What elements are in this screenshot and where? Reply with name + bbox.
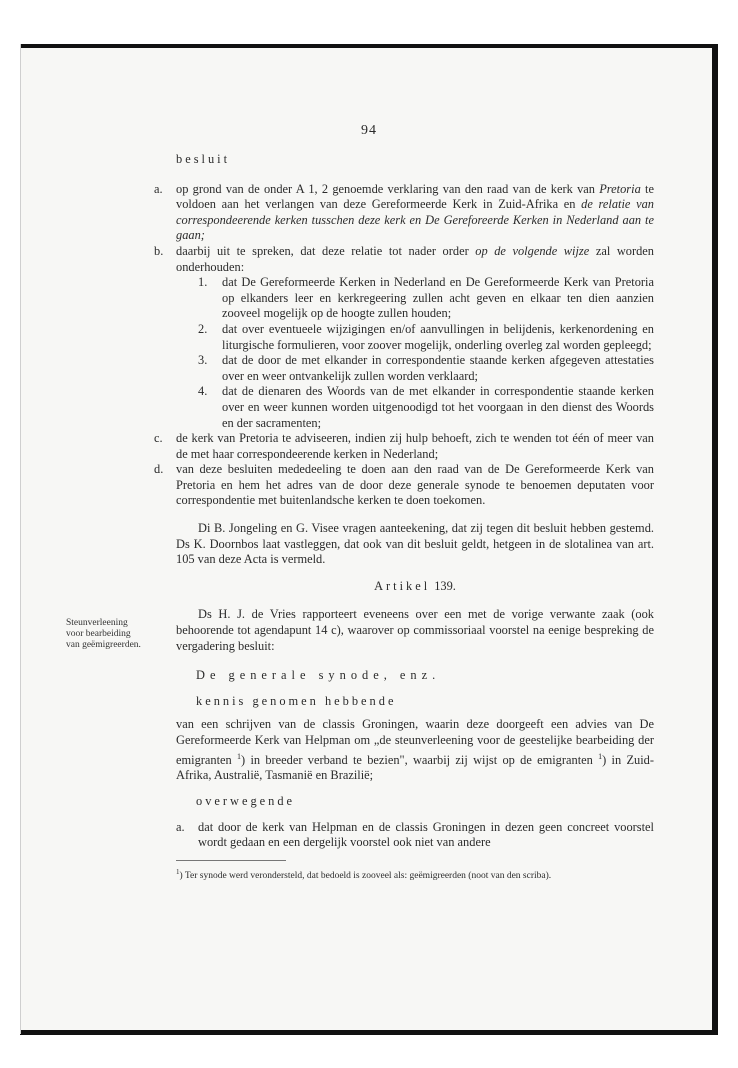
marginal-line: Steunverleening (66, 618, 128, 628)
text-italic: op de volgende wijze (475, 243, 590, 258)
kennis-heading: kennis genomen hebbende (196, 693, 397, 708)
article-number: 139. (434, 578, 456, 593)
scan-top-border (20, 44, 716, 48)
item-text: de kerk van Pretoria te adviseeren, indien zij hulp behoeft, zich te wenden tot één of meer van de met haar correspondeerende kerken in Nederland; (176, 431, 654, 461)
kennis-paragraph (176, 717, 654, 784)
text-part: te voldoen aan het verlangen van deze Gereformeerde Kerk in Zuid-Afrika en (176, 181, 654, 212)
footnote-ref[interactable]: 1 (237, 751, 242, 761)
decision-item-c (154, 431, 654, 462)
sub-text: dat de dienaren des Woords van de met elkander in correspondentie staande kerken over en weer kunnen worden uitgenoodigd tot het voorgaan in den dienst des Woords en der sacramenten; (222, 384, 654, 430)
sub-marker: 4. (198, 384, 208, 399)
item-marker: d. (154, 462, 164, 477)
overwegende-heading: overwegende (196, 793, 296, 808)
sub-text: dat over eventueele wijzigingen en/of aanvullingen in belijdenis, kerkenordening en liturgische formulieren, voor zoover mogelijk, onderling overleg zal worden gepleegd; (222, 321, 654, 352)
footnote-mark: 1 (176, 868, 180, 876)
decision-item-d (154, 462, 654, 509)
sub-item-2 (198, 322, 654, 353)
footnote-divider (176, 860, 286, 861)
text-italic: Pretoria (599, 181, 641, 196)
footnote (176, 866, 654, 882)
overwegende-item-a (176, 819, 654, 851)
sub-text: dat De Gereformeerde Kerken in Nederland en De Gereformeerde Kerk van Pretoria op elkanders leer en kerkregeering zullen acht geven en elkaar ten dien aanzien zooveel mogelijk op de hoogte zullen houden; (222, 275, 654, 321)
sub-item-3 (198, 353, 654, 384)
text-part: zal worden onderhouden: (176, 243, 654, 274)
article-label: Artikel (374, 578, 431, 593)
article-intro: Ds H. J. de Vries rapporteert eveneens over een met de vorige verwante zaak (ook behoorende tot agendapunt 14 c), waarover op commissoriaal voorstel na eenige bespreking de vergadering besluit: (176, 607, 654, 653)
item-text (176, 244, 654, 275)
text-part: daarbij uit te spreken, dat deze relatie tot nader order (176, 243, 476, 258)
decision-heading: besluit (176, 152, 231, 166)
item-marker: b. (154, 243, 164, 258)
sub-marker: 3. (198, 353, 208, 368)
marginal-line: van geëmigreerden. (66, 640, 141, 650)
scan-bottom-border (20, 1030, 718, 1035)
sub-item-4 (198, 384, 654, 431)
sub-text: dat de door de met elkander in correspondentie staande kerken afgegeven attestaties over en weer ontvankelijk zullen worden verklaard; (222, 353, 654, 383)
item-marker: a. (176, 819, 185, 834)
decision-item-b (154, 243, 654, 275)
synod-line: De generale synode, enz. (196, 668, 441, 683)
text-part: van een schrijven van de classis Groningen, waarin deze doorgeeft een advies van De Gereformeerde Kerk van Helpman om „de steunverleening voor de geestelijke bearbeiding der emigranten (176, 717, 654, 767)
main-text (154, 152, 654, 851)
marginal-line: voor bearbeiding (66, 629, 131, 639)
sub-marker: 2. (198, 321, 208, 336)
text-italic: de relatie van correspondeerende kerken tusschen deze kerk en De Gereforeerde Kerken in Nederland aan te gaan; (176, 197, 654, 243)
page-number: 94 (361, 123, 377, 138)
item-text (176, 182, 654, 244)
dissent-paragraph: Di B. Jongeling en G. Visee vragen aanteekening, dat zij tegen dit besluit hebben gestemd. Ds K. Doornbos laat vastleggen, dat ook van dit besluit geldt, hetgeen in de slotalinea van art. 105 van deze Acta is vermeld. (176, 521, 654, 567)
marginal-note (66, 618, 176, 651)
item-text: van deze besluiten mededeeling te doen aan den raad van de De Gereformeerde Kerk van Pretoria en hem het adres van de door deze generale synode te benoemen deputaten voor correspondentie met buitenlandsche kerken te doen toekomen. (176, 462, 654, 508)
item-text: dat door de kerk van Helpman en de classis Groningen in dezen geen concreet voorstel wordt gedaan en een dergelijk voorstel ook niet van andere (198, 819, 654, 850)
decision-item-a (154, 181, 654, 244)
scan-right-border (712, 44, 718, 1034)
scan-left-edge (20, 44, 21, 1034)
footnote-text: ) Ter synode werd verondersteld, dat bedoeld is zooveel als: geëmigreerden (noot van den scriba). (179, 871, 552, 882)
sub-marker: 1. (198, 275, 208, 290)
sub-item-1 (198, 275, 654, 322)
item-marker: c. (154, 431, 163, 446)
article-heading (176, 579, 654, 595)
text-part: ) in Zuid-Afrika, Australië, Tasmanië en Brazilië; (176, 752, 654, 783)
text-part: op grond van de onder A 1, 2 genoemde verklaring van den raad van de kerk van (176, 181, 600, 196)
item-marker: a. (154, 181, 163, 196)
text-part: ) in breeder verband te bezien", waarbij zij wijst op de emigranten (241, 752, 593, 767)
footnote-ref[interactable]: 1 (598, 751, 603, 761)
